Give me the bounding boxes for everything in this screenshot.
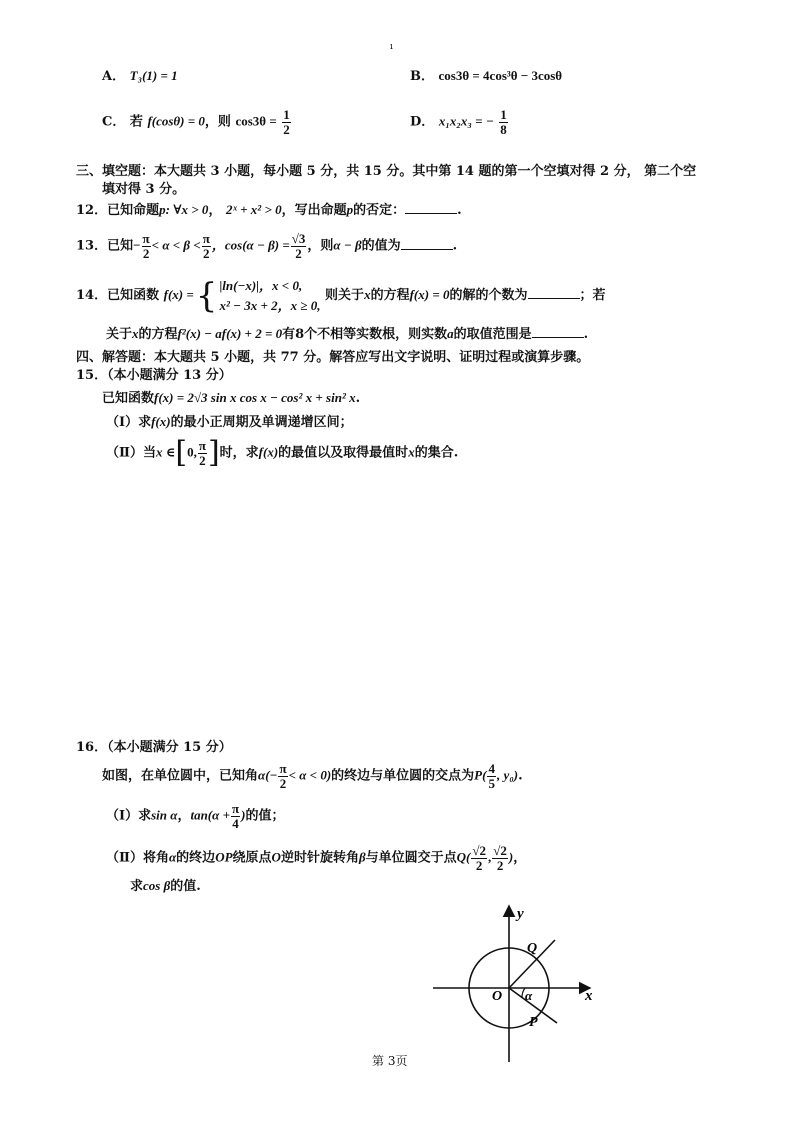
origin-label: O xyxy=(492,989,503,1004)
unit-circle-figure xyxy=(425,900,605,1065)
question-16-header: 16．（本小题满分 15 分） xyxy=(76,740,232,755)
question-16-part1: （Ⅰ）求sin α，tan(α + $\frac{\pi}{4}$ )的值； xyxy=(106,801,285,831)
x-axis-label: x xyxy=(585,988,593,1004)
question-16-part2-line2: 求cos β的值. xyxy=(130,878,201,894)
question-15-part2: （Ⅱ）当x ∈[0, $\frac{\pi}{2}$ ]时，求f(x)的最值以及取得最值时x的集合. xyxy=(106,435,459,470)
fraction: $\frac{1}{8}$ xyxy=(500,107,507,137)
answer-blank xyxy=(401,239,453,250)
angle-alpha-label: α xyxy=(525,988,533,1003)
page-number: 第 3页 xyxy=(372,1054,408,1068)
section-3-heading-cont: 填对得 3 分。 xyxy=(102,182,186,197)
page-top-mark: ı xyxy=(390,42,393,52)
option-d: D． x₁x₂x₃ = − $\frac{1}{8}$ xyxy=(410,107,507,137)
y-axis-label: y xyxy=(517,906,524,922)
point-q-label: Q xyxy=(527,941,538,956)
answer-blank xyxy=(528,288,580,299)
question-13: 13．已知− $\frac{\pi}{2}$ < α < β < $\frac{\pi}{2}$ ，cos(α − β) = $\frac{√3}{2}$ ，则α − β的值为 . xyxy=(76,231,458,261)
question-15-part1: （Ⅰ）求f(x)的最小正周期及单调递增区间； xyxy=(106,414,353,430)
option-b: B． cos3θ = 4cos³θ − 3cosθ xyxy=(410,68,563,84)
section-3-heading: 三、填空题：本大题共 3 小题，每小题 5 分，共 15 分。其中第 14 题的第一个空填对得 2 分， 第二个空 xyxy=(76,164,697,179)
question-16-intro: 如图，在单位圆中，已知角α(− $\frac{\pi}{2}$ < α < 0)的终边与单位圆的交点为P( $\frac{4}{5}$ , y₀). xyxy=(102,761,523,791)
question-14-line2: 关于x的方程f²(x) − af(x) + 2 = 0有8个不相等实数根，则实数a的取值范围是 . xyxy=(106,326,589,342)
question-15-header: 15．（本小题满分 13 分） xyxy=(76,368,232,383)
question-12: 12．已知命题p: ∀x > 0， 2ˣ + x² > 0，写出命题p的否定： . xyxy=(76,202,462,218)
section-4-heading: 四、解答题：本大题共 5 小题，共 77 分。解答应写出文字说明、证明过程或演算步骤。 xyxy=(76,350,590,365)
answer-blank xyxy=(405,203,457,214)
option-c: C． 若 f(cosθ) = 0，则 cos3θ = $\frac{1}{2}$ xyxy=(102,107,290,137)
question-16-part2: （Ⅱ）将角α的终边OP绕原点O逆时针旋转角β与单位圆交于点Q( $\frac{√2}{2}$ , $\frac{√2}{2}$ )， xyxy=(106,843,527,873)
question-14: 14．已知函数 f(x) ={ |ln(−x)|，x < 0, x² − 3x + 2，x ≥ 0, 则关于x的方程f(x) = 0的解的个数为 ；若 xyxy=(76,275,606,316)
option-a: A． T₃(1) = 1 xyxy=(102,68,178,84)
question-15-given: 已知函数f(x) = 2√3 sin x cos x − cos² x + sin² x. xyxy=(102,390,361,406)
fraction: $\frac{1}{2}$ xyxy=(283,107,290,137)
answer-blank xyxy=(532,327,584,338)
point-p-label: P xyxy=(529,1015,538,1030)
